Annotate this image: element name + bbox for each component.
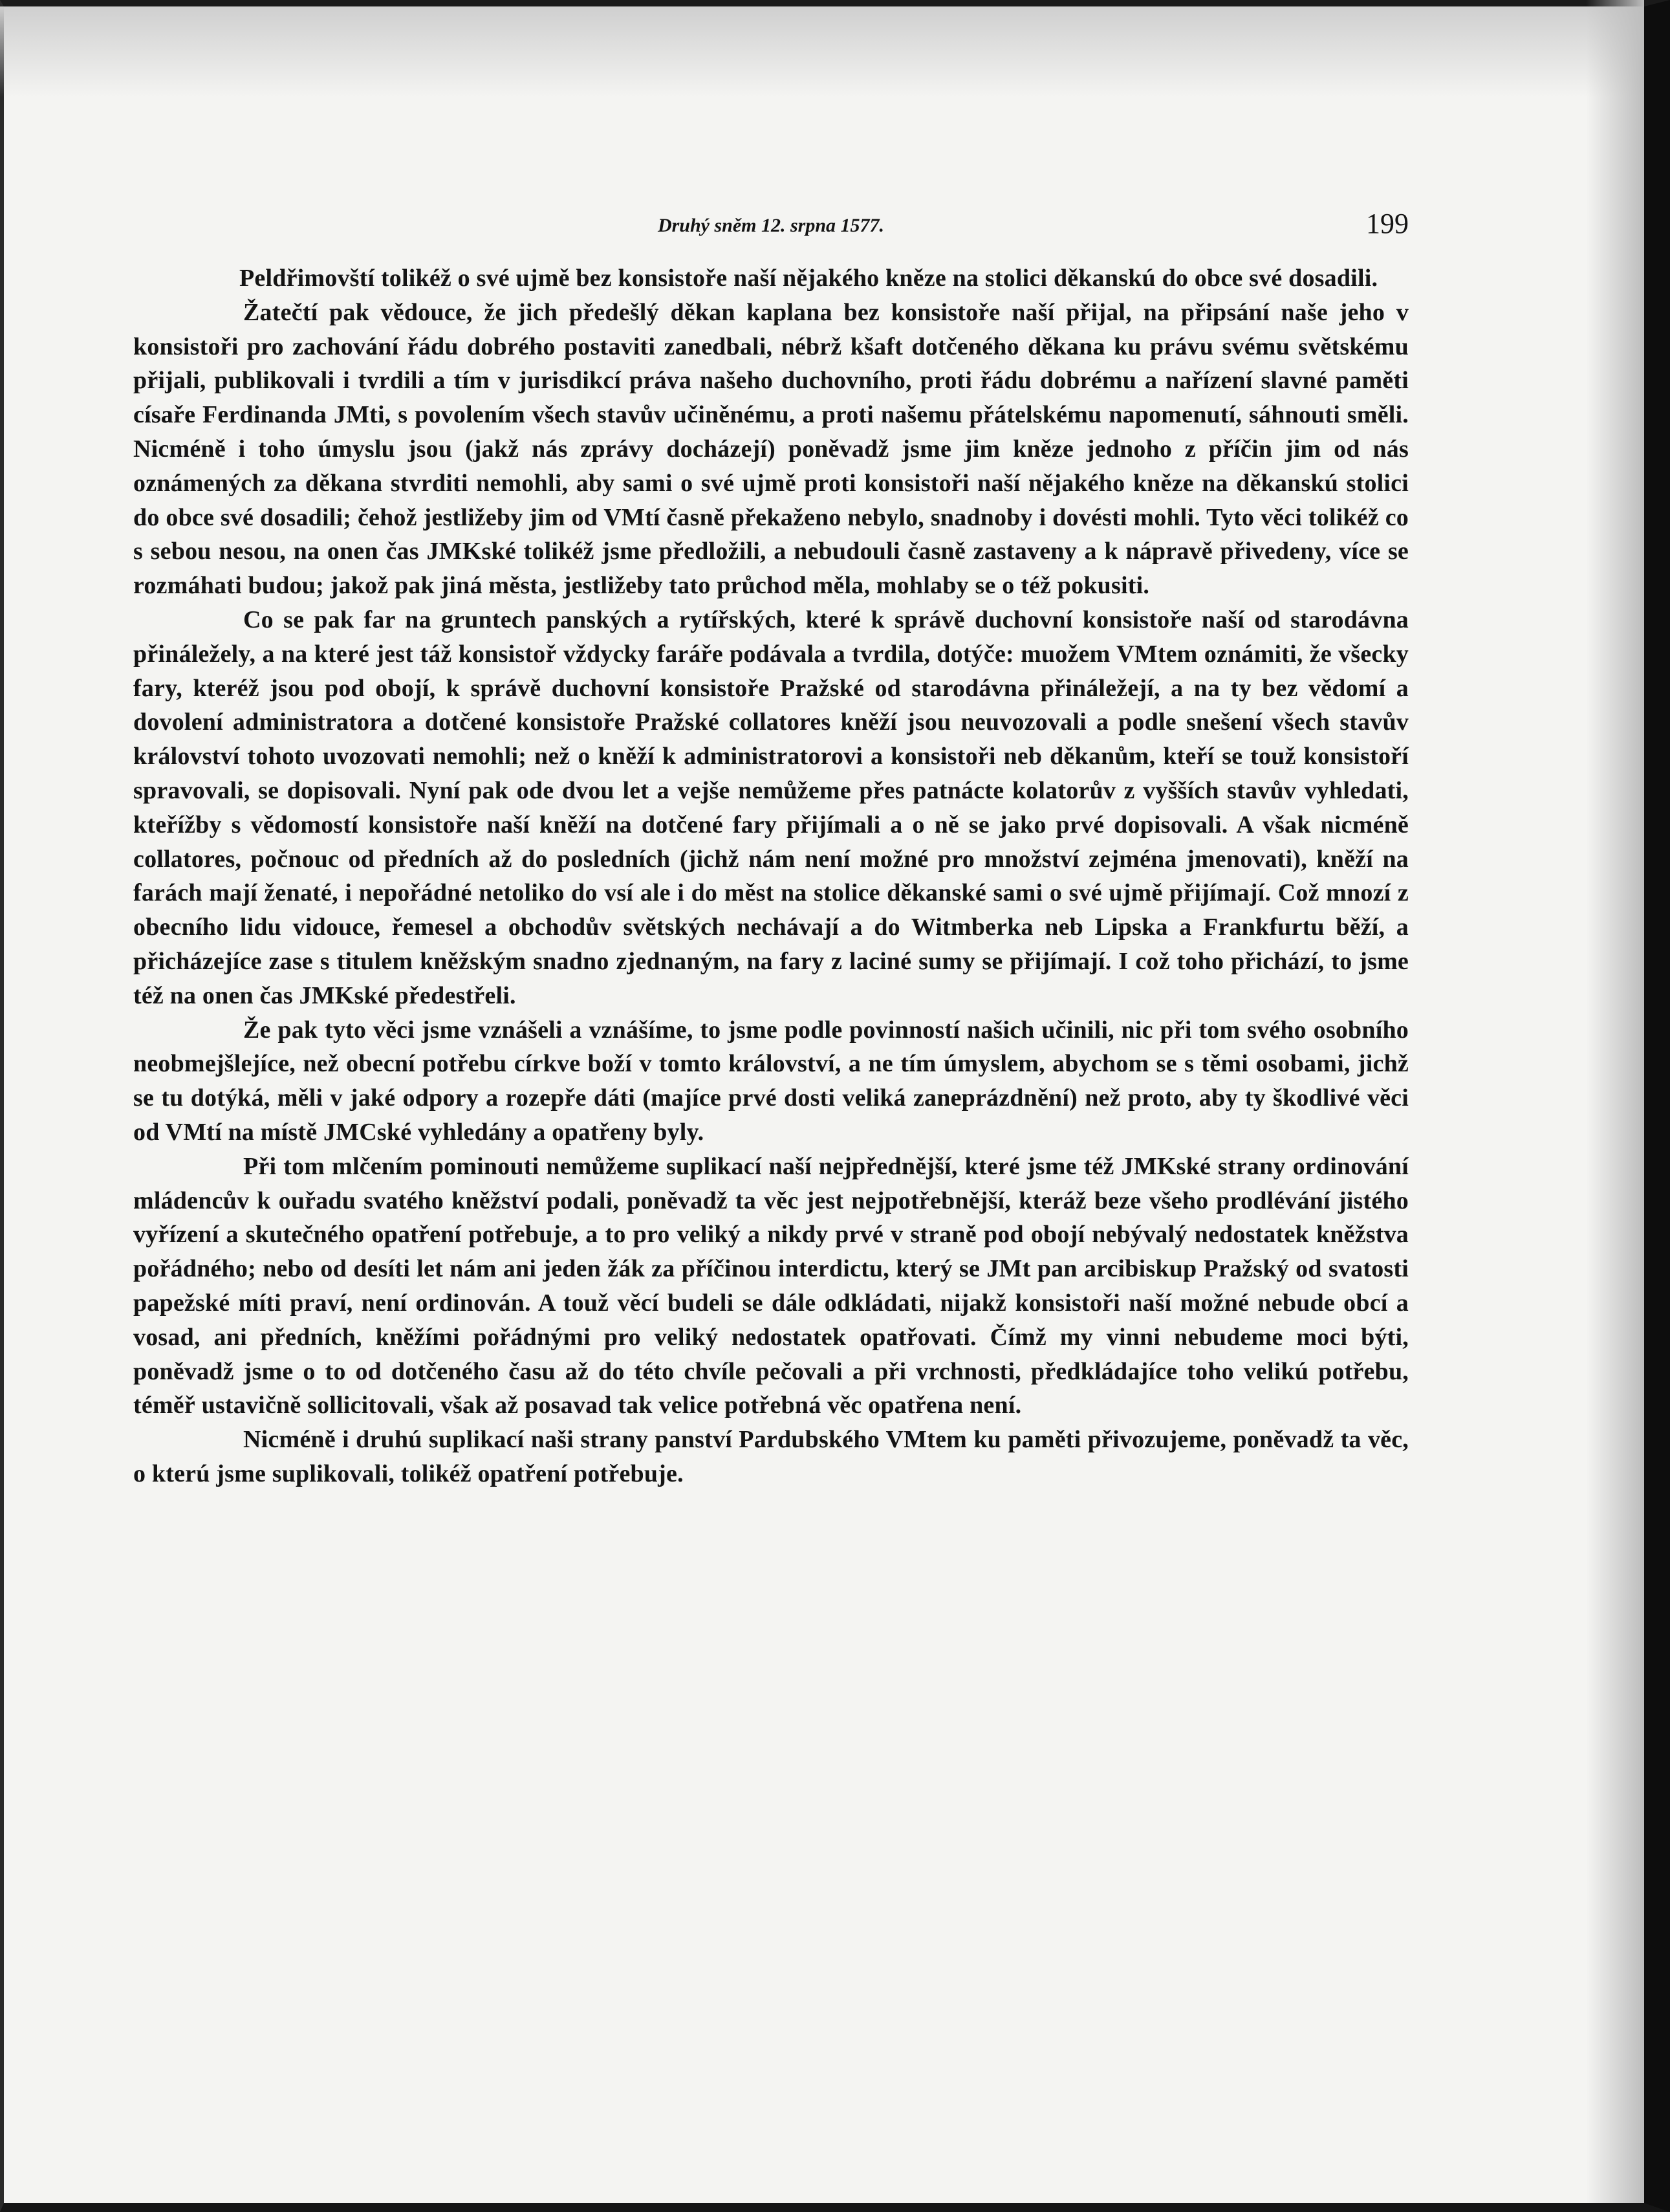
paragraph-2: Žatečtí pak vědouce, že jich předešlý děkan kaplana bez konsistoře naší přijal, na připsání naše jeho v konsistoři pro zachování řádu dobrého postaviti zanedbali, nébrž kšaft dotčeného děkana ku právu svému světskému přijali, publikovali i tvrdili a tím v jurisdikcí práva našeho duchovního, proti řádu dobrému a nařízení slavné paměti císaře Ferdinanda JMti, s povolením všech stavův učiněnému, a proti našemu přátelskému napomenutí, sáhnouti směli. Nicméně i toho úmyslu jsou (jakž nás zprávy docházejí) poněvadž jsme jim kněze jednoho z příčin jim od nás oznámených za děkana stvrditi nemohli, aby sami o své ujmě proti konsistoři naší nějakého kněze na děkanskú stolici do obce své dosadili; čehož jestližeby jim od VMtí časně překaženo nebylo, snadnoby i dovésti mohli. Tyto věci tolikéž co s sebou nesou, na onen čas JMKské tolikéž jsme předložili, a nebudouli časně zastaveny a k nápravě přivedeny, více se rozmáhati budou; jakož pak jiná města, jestližeby tato průchod měla, mohlaby se o též pokusiti. [133, 298, 1409, 600]
document-page [133, 207, 1409, 1491]
paragraph-3: Co se pak far na gruntech panských a rytířských, které k správě duchovní konsistoře naší od starodávna přináležely, a na které jest táž konsistoř vždycky faráře podávala a tvrdila, dotýče: muožem VMtem oznámiti, že všecky fary, kteréž jsou pod obojí, k správě duchovní konsistoře Pražské od starodávna přináležejí, a na ty bez vědomí a dovolení administratora a dotčené konsistoře Pražské collatores kněží jsou neuvozovali a podle snešení všech stavův království tohoto uvozovati nemohli; než o kněží k administratorovi a konsistoři neb děkanům, kteří se touž konsistoří spravovali, se dopisovali. Nyní pak ode dvou let a vejše nemůžeme přes patnácte kolatorův z vyšších stavův vyhledati, kteřížby s vědomostí konsistoře naší kněží na dotčené fary přijímali a o ně se jako prvé dopisovali. A však nicméně collatores, počnouc od předních až do posledních (jichž nám není možné pro množství zejména jmenovati), kněží na farách mají ženaté, i nepořádné netoliko do vsí ale i do měst na stolice děkanské sami o své ujmě přijímají. Což mnozí z obecního lidu vidouce, řemesel a obchodův světských nechávají a do Witmberka neb Lipska a Frankfurtu běží, a přicházejíce zase s titulem kněžským snadno zjednaným, na fary z laciné sumy se přijímají. I což toho přichází, to jsme též na onen čas JMKské předestřeli. [133, 606, 1409, 1009]
running-title: Druhý sněm 12. srpna 1577. [657, 215, 885, 236]
scan-shadow-top [0, 6, 1644, 97]
paragraph-1: Peldřimovští tolikéž o své ujmě bez konsistoře naší nějakého kněze na stolici děkanskú do obce své dosadili. [239, 265, 1378, 292]
paragraph-6: Nicméně i druhú suplikací naši strany panství Pardubského VMtem ku paměti přivozujeme, poněvadž ta věc, o kterú jsme suplikovali, tolikéž opatření potřebuje. [133, 1426, 1409, 1487]
body-text [133, 261, 1409, 1491]
running-header [133, 207, 1409, 252]
paragraph-4: Že pak tyto věci jsme vznášeli a vznášíme, to jsme podle povinností našich učinili, nic při tom svého osobního neobmejšlejíce, než obecní potřebu církve boží v tomto království, a ne tím úmyslem, abychom se s těmi osobami, jichž se tu dotýká, měli v jaké odpory a rozepře dáti (majíce prvé dosti veliká zaneprázdnění) než proto, aby ty škodlivé věci od VMtí na místě JMCské vyhledány a opatřeny byly. [133, 1016, 1409, 1146]
page-number: 199 [1366, 208, 1409, 239]
paragraph-5: Při tom mlčením pominouti nemůžeme suplikací naší nejpřednější, které jsme též JMKské strany ordinování mládencův k ouřadu svatého kněžství podali, poněvadž ta věc jest nejpotřebnější, kteráž beze všeho prodlévání jistého vyřízení a skutečného opatření potřebuje, a to pro veliký a nikdy prvé v straně pod obojí nebývalý nedostatek kněžstva pořádného; nebo od desíti let nám ani jeden žák za příčinou interdictu, který se JMt pan arcibiskup Pražský od svatosti papežské míti praví, není ordinován. A touž věcí budeli se dále odkládati, nijakž konsistoři naší možné nebude obcí a vosad, ani předních, kněžími pořádnými pro veliký nedostatek opatřovati. Čímž my vinni nebudeme moci býti, poněvadž jsme o to od dotčeného času až do této chvíle pečovali a při vrchnosti, předkládajíce toho velikú potřebu, téměř ustavičně sollicitovali, však až posavad tak velice potřebná věc opatřena není. [133, 1152, 1409, 1419]
scan-shadow-right [1586, 0, 1644, 2203]
